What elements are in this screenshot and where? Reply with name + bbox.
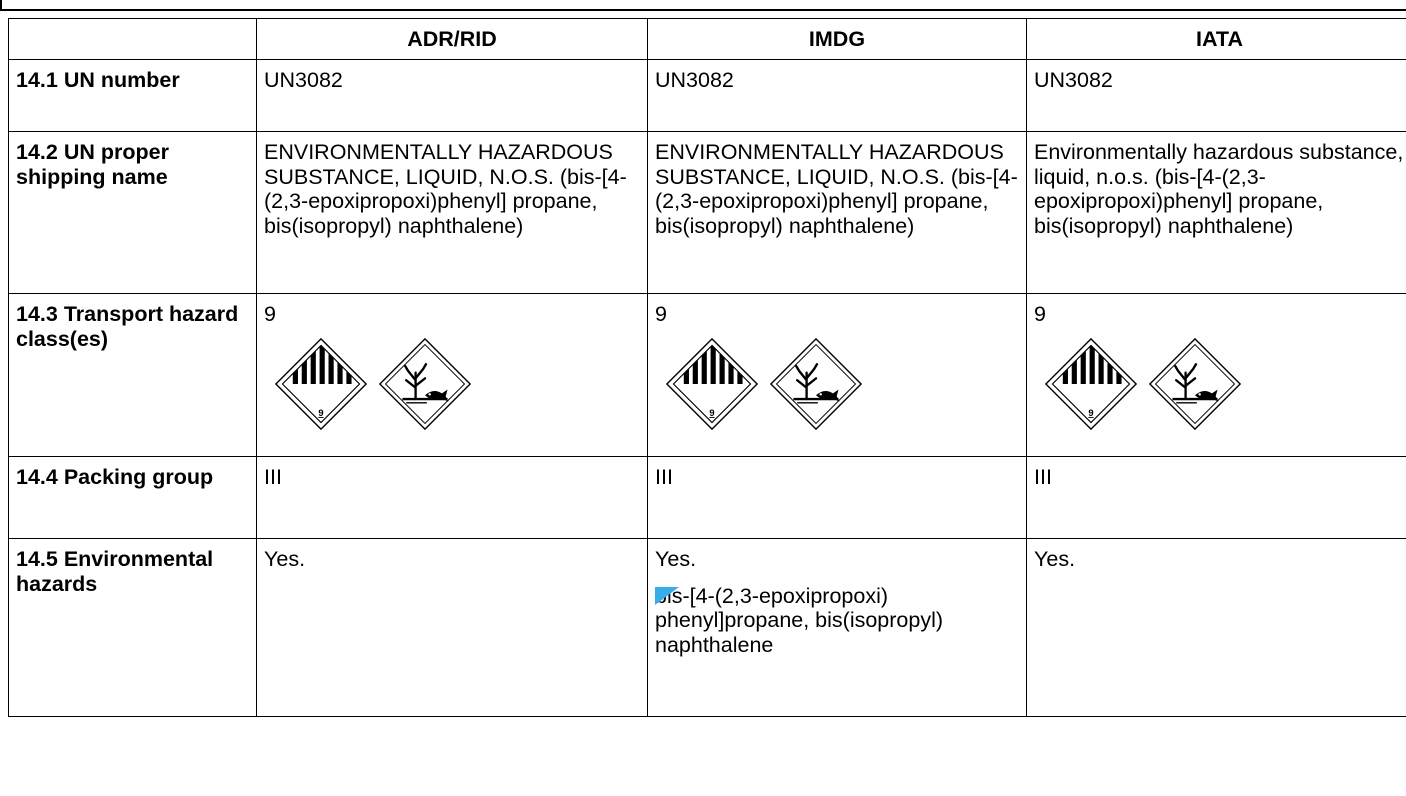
iata-environmental-hazards: Yes.: [1027, 539, 1406, 717]
adr-shipping-name: ENVIRONMENTALLY HAZARDOUS SUBSTANCE, LIQUID, N.O.S. (bis-[4-(2,3-epoxipropoxi)phenyl] propane, bis(isopropyl) naphthalene): [257, 132, 648, 294]
header-iata: IATA: [1027, 19, 1406, 60]
row-label-packing-group: 14.4 Packing group: [9, 457, 257, 539]
row-label-shipping-name: 14.2 UN proper shipping name: [9, 132, 257, 294]
svg-text:9: 9: [1088, 406, 1094, 418]
adr-hazard-class: 9: [264, 302, 276, 326]
comment-marker-icon[interactable]: [655, 587, 679, 605]
adr-pictograms: [274, 337, 640, 431]
adr-packing-group: III: [257, 457, 648, 539]
row-label-hazard-class: 14.3 Transport hazard class(es): [9, 294, 257, 457]
environmental-hazard-icon: [769, 337, 863, 431]
imdg-pictograms: [665, 337, 1019, 431]
environmental-hazard-icon: [378, 337, 472, 431]
transport-information-table: [8, 18, 1406, 717]
table-row: [9, 457, 1406, 539]
imdg-environmental-hazards: Yes.: [655, 547, 697, 571]
imdg-un-number: UN3082: [648, 60, 1027, 132]
environmental-hazard-icon: [1148, 337, 1242, 431]
table-row: [9, 539, 1406, 717]
iata-hazard-class: 9: [1034, 302, 1046, 326]
class-9-miscellaneous-hazard-icon: [274, 337, 368, 431]
svg-text:9: 9: [318, 406, 324, 418]
iata-pictograms: [1044, 337, 1405, 431]
adr-environmental-hazards: Yes.: [257, 539, 648, 717]
adr-hazard-class-cell: [257, 294, 648, 457]
imdg-hazard-class: 9: [655, 302, 667, 326]
table-row: [9, 60, 1406, 132]
iata-hazard-class-cell: [1027, 294, 1406, 457]
row-label-un-number: 14.1 UN number: [9, 60, 257, 132]
table-row: [9, 294, 1406, 457]
table-header-row: [9, 19, 1406, 60]
page-top-frame: [0, 0, 1406, 11]
imdg-environmental-note: [655, 584, 1019, 658]
svg-text:9: 9: [709, 406, 715, 418]
header-empty: [9, 19, 257, 60]
table-row: [9, 132, 1406, 294]
imdg-environmental-hazards-cell: [648, 539, 1027, 717]
imdg-hazard-class-cell: [648, 294, 1027, 457]
iata-un-number: UN3082: [1027, 60, 1406, 132]
class-9-miscellaneous-hazard-icon: [665, 337, 759, 431]
imdg-shipping-name: ENVIRONMENTALLY HAZARDOUS SUBSTANCE, LIQUID, N.O.S. (bis-[4-(2,3-epoxipropoxi)phenyl] propane, bis(isopropyl) naphthalene): [648, 132, 1027, 294]
header-imdg: IMDG: [648, 19, 1027, 60]
iata-packing-group: III: [1027, 457, 1406, 539]
class-9-miscellaneous-hazard-icon: [1044, 337, 1138, 431]
imdg-environmental-note-text: bis-[4-(2,3-epoxipropoxi) phenyl]propane, bis(isopropyl) naphthalene: [655, 583, 944, 657]
row-label-environmental-hazards: 14.5 Environmental hazards: [9, 539, 257, 717]
adr-un-number: UN3082: [257, 60, 648, 132]
header-adr-rid: ADR/RID: [257, 19, 648, 60]
imdg-packing-group: III: [648, 457, 1027, 539]
iata-shipping-name: Environmentally hazardous substance, liquid, n.o.s. (bis-[4-(2,3-epoxipropoxi)phenyl] propane, bis(isopropyl) naphthalene): [1027, 132, 1406, 294]
